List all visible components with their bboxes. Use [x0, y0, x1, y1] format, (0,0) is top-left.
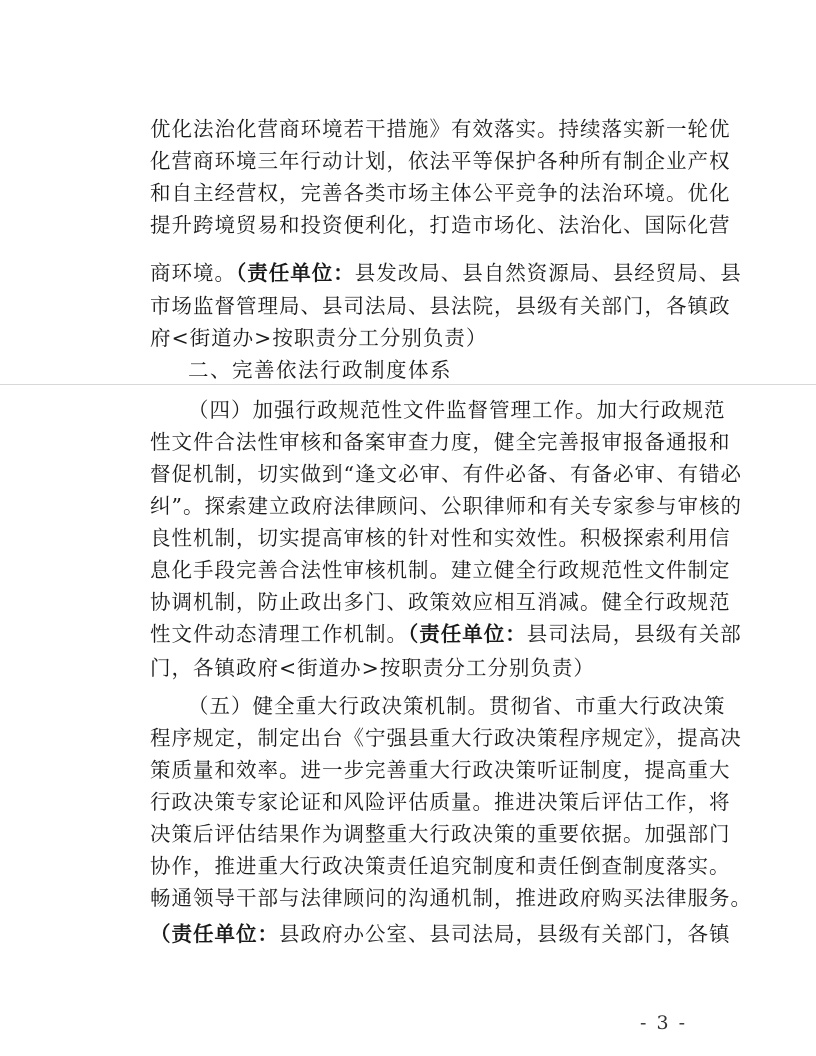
body-text-line: 优化法治化营商环境若干措施》有效落实。持续落实新一轮优 [150, 117, 731, 141]
body-text-line: 息化手段完善合法性审核机制。建立健全行政规范性文件制定 [150, 558, 731, 582]
body-text-line: 策质量和效率。进一步完善重大行政决策听证制度，提高重大 [150, 758, 731, 782]
body-text-line: 门，各镇政府<街道办>按职责分工分别负责） [150, 656, 595, 680]
responsibility-text: 县发改局、县自然资源局、县经贸局、县 [354, 261, 742, 285]
responsibility-label: （责任单位： [150, 922, 279, 946]
body-text-line: 市场监督管理局、县司法局、县法院，县级有关部门，各镇政 [150, 294, 731, 318]
body-text-line: 良性机制，切实提高审核的针对性和实效性。积极探索利用信 [150, 526, 731, 550]
body-text-line: 纠”。探索建立政府法律顾问、公职律师和有关专家参与审核的 [150, 494, 742, 518]
body-text-line: 性文件合法性审核和备案审查力度，健全完善报审报备通报和 [150, 430, 731, 454]
body-text-line: 提升跨境贸易和投资便利化，打造市场化、法治化、国际化营 [150, 213, 731, 237]
text-segment: 性文件动态清理工作机制。 [150, 622, 408, 646]
responsibility-text: 县司法局，县级有关部 [526, 622, 742, 646]
body-text-line: 决策后评估结果作为调整重大行政决策的重要依据。加强部门 [150, 822, 731, 846]
scan-divider [0, 384, 816, 385]
body-text-line: 和自主经营权，完善各类市场主体公平竞争的法治环境。优化 [150, 181, 731, 205]
responsibility-label: （责任单位： [236, 261, 355, 285]
responsibility-label: （责任单位： [408, 622, 527, 646]
section-heading: 二、完善依法行政制度体系 [188, 358, 452, 382]
body-text-line: 畅通领导干部与法律顾问的沟通机制，推进政府购买法律服务。 [150, 886, 752, 910]
page-number: - 3 - [640, 1012, 688, 1034]
body-text-line: 督促机制，切实做到“逢文必审、有件必备、有备必审、有错必 [150, 462, 742, 486]
text-segment: 商环境。 [150, 261, 236, 285]
paragraph-heading-line: （四）加强行政规范性文件监督管理工作。加大行政规范 [188, 398, 726, 422]
body-text-line [150, 618, 742, 650]
responsibility-text: 县政府办公室、县司法局，县级有关部门，各镇 [279, 922, 731, 946]
body-text-line: 程序规定，制定出台《宁强县重大行政决策程序规定》，提高决 [150, 726, 742, 750]
body-text-line [150, 257, 742, 289]
body-text-line: 府<街道办>按职责分工分别负责） [150, 326, 488, 350]
body-text-line [150, 918, 731, 950]
body-text-line: 行政决策专家论证和风险评估质量。推进决策后评估工作，将 [150, 790, 731, 814]
body-text-line: 协作，推进重大行政决策责任追究制度和责任倒查制度落实。 [150, 854, 731, 878]
body-text-line: 协调机制，防止政出多门、政策效应相互消减。健全行政规范 [150, 590, 731, 614]
body-text-line: 化营商环境三年行动计划，依法平等保护各种所有制企业产权 [150, 149, 731, 173]
paragraph-heading-line: （五）健全重大行政决策机制。贯彻省、市重大行政决策 [188, 694, 726, 718]
